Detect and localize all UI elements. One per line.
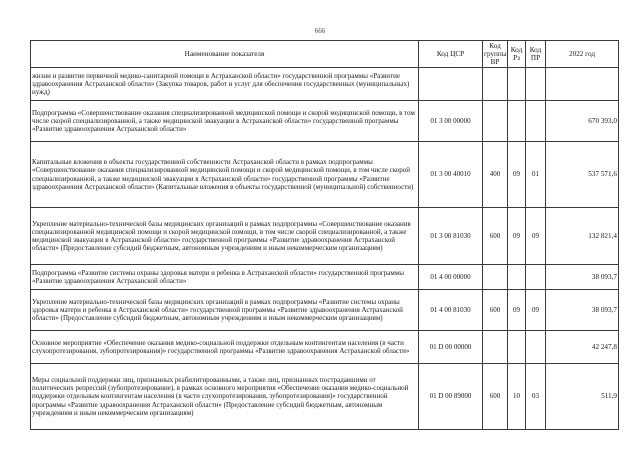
row-csr xyxy=(419,68,483,101)
row-pr: 03 xyxy=(526,364,546,430)
row-vr xyxy=(483,101,508,142)
header-name: Наименование показателя xyxy=(31,41,419,68)
row-amount: 38 093,7 xyxy=(546,265,619,290)
row-vr: 400 xyxy=(483,142,508,208)
row-rz: 09 xyxy=(508,142,526,208)
page-number: 666 xyxy=(314,27,326,35)
table-row xyxy=(31,101,619,142)
table-row xyxy=(31,331,619,364)
row-name: Подпрограмма «Совершенствование оказания специализированной медицинской помощи и скорой медицинской помощи, в том числе скорой специализированной, а также медицинской эвакуации в Астраханской области» государственной программы «Развитие здравоохранения Астраханской области» xyxy=(31,101,419,142)
row-name: Укрепление материально-технической базы медицинских организаций в рамках подпрограммы «Развитие системы охраны здоровья матери и ребенка в Астраханской области» государственной программы «Развитие здравоохранения Астраханской области» (Предоставление субсидий бюджетным, автономным учреждениям и иным некоммерческим организациям) xyxy=(31,290,419,331)
header-year: 2022 год xyxy=(546,41,619,68)
row-rz: 09 xyxy=(508,208,526,265)
row-vr: 600 xyxy=(483,364,508,430)
row-rz xyxy=(508,68,526,101)
table-row xyxy=(31,265,619,290)
row-pr xyxy=(526,68,546,101)
row-vr xyxy=(483,331,508,364)
row-pr: 09 xyxy=(526,290,546,331)
row-rz xyxy=(508,265,526,290)
row-name: Укрепление материально-технической базы медицинских организаций в рамках подпрограммы «Совершенствование оказания специализированной медицинской помощи и скорой медицинской помощи, в том числе скорой специализированной, а также медицинской эвакуации в Астраханской области» государственной программы «Развитие здравоохранения Астраханской области» (Предоставление субсидий бюджетным, автономным учреждениям и иным некоммерческим организациям) xyxy=(31,208,419,265)
row-csr: 01 3 00 40010 xyxy=(419,142,483,208)
row-amount: 511,9 xyxy=(546,364,619,430)
header-vr: Код группы ВР xyxy=(484,42,507,66)
header-rz: Код Рз xyxy=(508,41,526,68)
row-amount: 132 821,4 xyxy=(546,208,619,265)
row-amount: 670 393,0 xyxy=(546,101,619,142)
row-name: жизни и развитие первичной медико-санитарной помощи в Астраханской области» государственной программы «Развитие здравоохранения Астраханской области» (Закупка товаров, работ и услуг для обеспечения государственных (муниципальных) нужд) xyxy=(31,68,419,101)
row-name: Меры социальной поддержки лиц, признанных реабилитированными, а также лиц, признанных пострадавшими от политических репрессий (зубопротезирование), в рамках основного мероприятия «Обеспечение оказания медико-социальной поддержки отдельным контингентам населения (в части слухопротезирования, зубопротезирования)» государственной программы «Развитие здравоохранения Астраханской области» (Предоставление субсидий бюджетным, автономным учреждениям и иным некоммерческим организациям) xyxy=(31,364,419,430)
row-vr: 600 xyxy=(483,208,508,265)
row-amount xyxy=(546,68,619,101)
row-name: Основное мероприятие «Обеспечение оказания медико-социальной поддержки отдельным контингентам населения (в части слухопротезирования, зубопротезирования)» государственной программы «Развитие здравоохранения Астраханской области» xyxy=(31,331,419,364)
row-vr xyxy=(483,68,508,101)
row-pr xyxy=(526,265,546,290)
table-row xyxy=(31,364,619,430)
row-csr: 01 3 00 81030 xyxy=(419,208,483,265)
row-vr: 600 xyxy=(483,290,508,331)
row-rz xyxy=(508,101,526,142)
table-row xyxy=(31,68,619,101)
budget-table xyxy=(30,40,619,430)
row-rz: 10 xyxy=(508,364,526,430)
row-csr: 01 D 00 89000 xyxy=(419,364,483,430)
row-pr xyxy=(526,331,546,364)
row-pr: 09 xyxy=(526,208,546,265)
row-amount: 38 093,7 xyxy=(546,290,619,331)
row-pr: 01 xyxy=(526,142,546,208)
table-row xyxy=(31,290,619,331)
header-pr: Код ПР xyxy=(526,41,546,68)
row-amount: 42 247,8 xyxy=(546,331,619,364)
table-row xyxy=(31,142,619,208)
row-amount: 537 571,6 xyxy=(546,142,619,208)
row-name: Капитальные вложения в объекты государственной собственности Астраханской области в рамках подпрограммы «Совершенствование оказания специализированной медицинской помощи и скорой медицинской помощи, в том числе скорой специализированной, а также медицинской эвакуации в Астраханской области» государственной программы «Развитие здравоохранения Астраханской области» (Капитальные вложения в объекты государственной (муниципальной) собственности) xyxy=(31,142,419,208)
table-row xyxy=(31,208,619,265)
row-rz xyxy=(508,331,526,364)
row-csr: 01 D 00 00000 xyxy=(419,331,483,364)
row-pr xyxy=(526,101,546,142)
table-header-row xyxy=(31,41,619,68)
row-name: Подпрограмма «Развитие системы охраны здоровья матери и ребенка в Астраханской области» государственной программы «Развитие здравоохранения Астраханской области» xyxy=(31,265,419,290)
row-csr: 01 4 00 00000 xyxy=(419,265,483,290)
header-csr: Код ЦСР xyxy=(419,41,483,68)
row-vr xyxy=(483,265,508,290)
row-csr: 01 3 00 00000 xyxy=(419,101,483,142)
row-csr: 01 4 00 81030 xyxy=(419,290,483,331)
row-rz: 09 xyxy=(508,290,526,331)
